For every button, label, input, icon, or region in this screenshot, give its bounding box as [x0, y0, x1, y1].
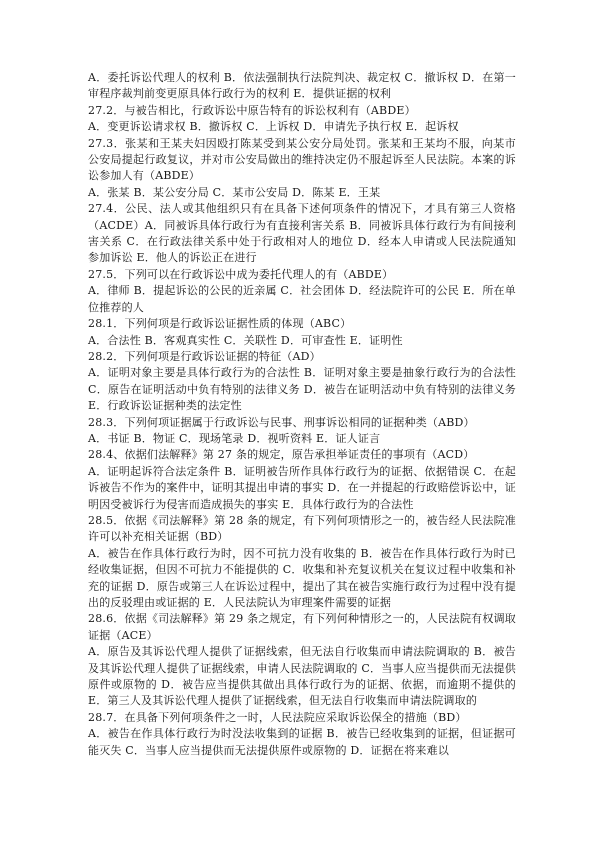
paragraph: A．委托诉讼代理人的权利 B．依法强制执行法院判决、裁定权 C．撤诉权 D．在第一审程序裁判前变更原具体行政行为的权利 E．提供证据的权利	[88, 71, 516, 101]
question-heading: 28.2．下列何项是行政诉讼证据的特征（AD）	[88, 349, 321, 363]
answer-options: A．书证 B．物证 C．现场笔录 D．视听资料 E．证人证言	[88, 431, 381, 445]
question-heading: 28.4、依据们法解释》第 27 条的规定，原告承担举证责任的事项有（ACD）	[88, 448, 475, 462]
answer-options: A．被告在作具体行政行为时没法收集到的证据 B．被告已经收集到的证据，但证据可能灭失 C．当事人应当提供而无法提供原件或原物的 D．证据在将来难以	[88, 727, 516, 757]
question-heading: 28.3．下列何项证据属于行政诉讼与民事、刑事诉讼相同的证据种类（ABD）	[88, 415, 475, 429]
question-heading: 28.5．依据《司法解释》第 28 条的规定，有下列何项情形之一的，被告经人民法院准许可以补充相关证据（BD）	[88, 513, 516, 544]
answer-options: A．合法性 B．客观真实性 C．关联性 D．可审查性 E．证明性	[88, 333, 403, 347]
question-heading: 27.2．与被告相比，行政诉讼中原告特有的诉讼权利有（ABDE）	[88, 103, 416, 117]
answer-options: A．证明起诉符合法定条件 B．证明被告所作具体行政行为的证据、依据错误 C．在起诉被告不作为的案件中，证明其提出申请的事实 D．在一并提起的行政赔偿诉讼中，证明因受被诉行为侵害而造成损失的事实 E．具体行政行为的合法性	[88, 464, 516, 511]
answer-options: A．被告在作具体行政行为时，因不可抗力没有收集的 B．被告在作具体行政行为时已经收集证据，但因不可抗力不能提供的 C．收集和补充复议机关在复议过程中收集和补充的证据 D．原告或第三人在诉讼过程中，提出了其在被告实施行政行为过程中没有提出的反驳理由或证据的 E．人民法院认为审理案件需要的证据	[88, 546, 516, 609]
question-heading: 28.6．依据《司法解释》第 29 条之规定，有下列何种情形之一的，人民法院有权调取证据（ACE）	[88, 612, 516, 642]
document-page	[88, 70, 516, 759]
question-heading: 27.5．下列可以在行政诉讼中成为委托代理人的有（ABDE）	[88, 267, 394, 281]
answer-options: A．证明对象主要是具体行政行为的合法性 B．证明对象主要是抽象行政行为的合法性 C．原告在证明活动中负有特别的法律义务 D．被告在证明活动中负有特别的法律义务 E．行政诉讼证据种类的法定性	[88, 366, 516, 413]
question-heading: 27.4．公民、法人或其他组织只有在具备下述何项条件的情况下，才具有第三人资格（ACDE）A．同被诉具体行政行为有直接利害关系 B．同被诉具体行政行为有间接利害关系 C．在行政法律关系中处于行政相对人的地位 D．经本人申请或人民法院通知参加诉讼 E．他人的诉讼正在进行	[88, 202, 516, 265]
question-heading: 28.7．在具备下列何项条件之一时，人民法院应采取诉讼保全的措施（BD）	[88, 710, 467, 724]
answer-options: A．原告及其诉讼代理人提供了证据线索，但无法自行收集而申请法院调取的 B．被告及其诉讼代理人提供了证据线索，申请人民法院调取的 C．当事人应当提供而无法提供原件或原物的 D．被告应当提供其做出具体行政行为的证据、依据，而逾期不提供的 E．第三人及其诉讼代理人提供了证据线索，但无法自行收集而申请法院调取的	[88, 645, 516, 708]
answer-options: A．张某 B．某公安分局 C．某市公安局 D．陈某 E．王某	[88, 185, 381, 199]
question-heading: 27.3．张某和王某夫妇因殴打陈某受到某公安分局处罚。张某和王某均不服，向某市公安局提起行政复议，并对市公安局做出的维持决定仍不服起诉至人民法院。本案的诉讼参加人有（ABDE）	[88, 136, 516, 183]
answer-options: A．变更诉讼请求权 B．撤诉权 C．上诉权 D．申请先予执行权 E．起诉权	[88, 120, 459, 134]
question-heading: 28.1．下列何项是行政诉讼证据性质的体现（ABC）	[88, 317, 352, 331]
answer-options: A．律师 B．提起诉讼的公民的近亲属 C．社会团体 D．经法院许可的公民 E．所在单位推荐的人	[88, 284, 516, 314]
